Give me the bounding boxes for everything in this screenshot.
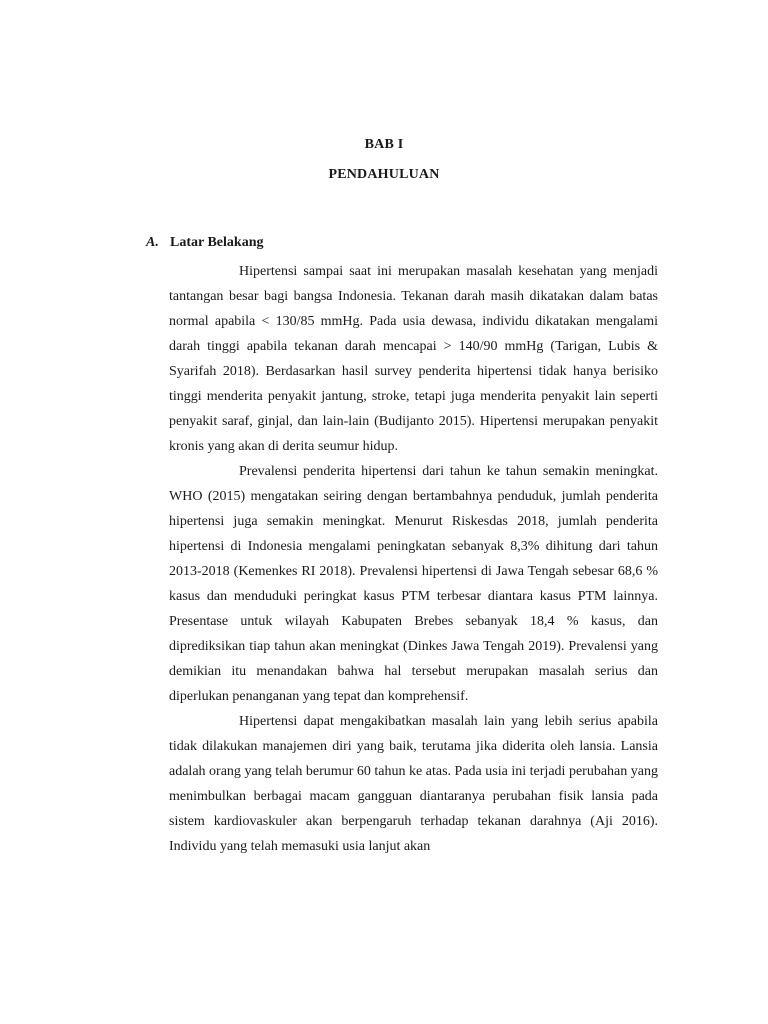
section-heading: [146, 235, 263, 251]
paragraph-1: Hipertensi sampai saat ini merupakan masalah kesehatan yang menjadi tantangan besar bagi bangsa Indonesia. Tekanan darah masih dikatakan dalam batas normal apabila < 130/85 mmHg. Pada usia dewasa, individu dikatakan mengalami darah tinggi apabila tekanan darah mencapai > 140/90 mmHg (Tarigan, Lubis & Syarifah 2018). Berdasarkan hasil survey penderita hipertensi tidak hanya berisiko tinggi menderita penyakit jantung, stroke, tetapi juga menderita penyakit lain seperti penyakit saraf, ginjal, dan lain-lain (Budijanto 2015). Hipertensi merupakan penyakit kronis yang akan di derita seumur hidup.: [169, 264, 658, 454]
section-letter: A.: [146, 235, 159, 250]
section-title: Latar Belakang: [170, 235, 264, 250]
paragraph-2: Prevalensi penderita hipertensi dari tahun ke tahun semakin meningkat. WHO (2015) mengatakan seiring dengan bertambahnya penduduk, jumlah penderita hipertensi juga semakin meningkat. Menurut Riskesdas 2018, jumlah penderita hipertensi di Indonesia mengalami peningkatan sebanyak 8,3% dihitung dari tahun 2013-2018 (Kemenkes RI 2018). Prevalensi hipertensi di Jawa Tengah sebesar 68,6 % kasus dan menduduki peringkat kasus PTM terbesar diantara kasus PTM lainnya. Presentase untuk wilayah Kabupaten Brebes sebanyak 18,4 % kasus, dan diprediksikan tiap tahun akan meningkat (Dinkes Jawa Tengah 2019). Prevalensi yang demikian itu menandakan bahwa hal tersebut merupakan masalah serius dan diperlukan penanganan yang tepat dan komprehensif.: [169, 464, 658, 704]
paragraph-3: Hipertensi dapat mengakibatkan masalah lain yang lebih serius apabila tidak dilakukan manajemen diri yang baik, terutama jika diderita oleh lansia. Lansia adalah orang yang telah berumur 60 tahun ke atas. Pada usia ini terjadi perubahan yang menimbulkan berbagai macam gangguan diantaranya perubahan fisik lansia pada sistem kardiovaskuler akan berpengaruh terhadap tekanan darahnya (Aji 2016). Individu yang telah memasuki usia lanjut akan: [169, 714, 658, 854]
chapter-title: PENDAHULUAN: [328, 167, 440, 182]
body-text: [169, 259, 658, 859]
chapter-heading: BAB I: [364, 137, 404, 152]
